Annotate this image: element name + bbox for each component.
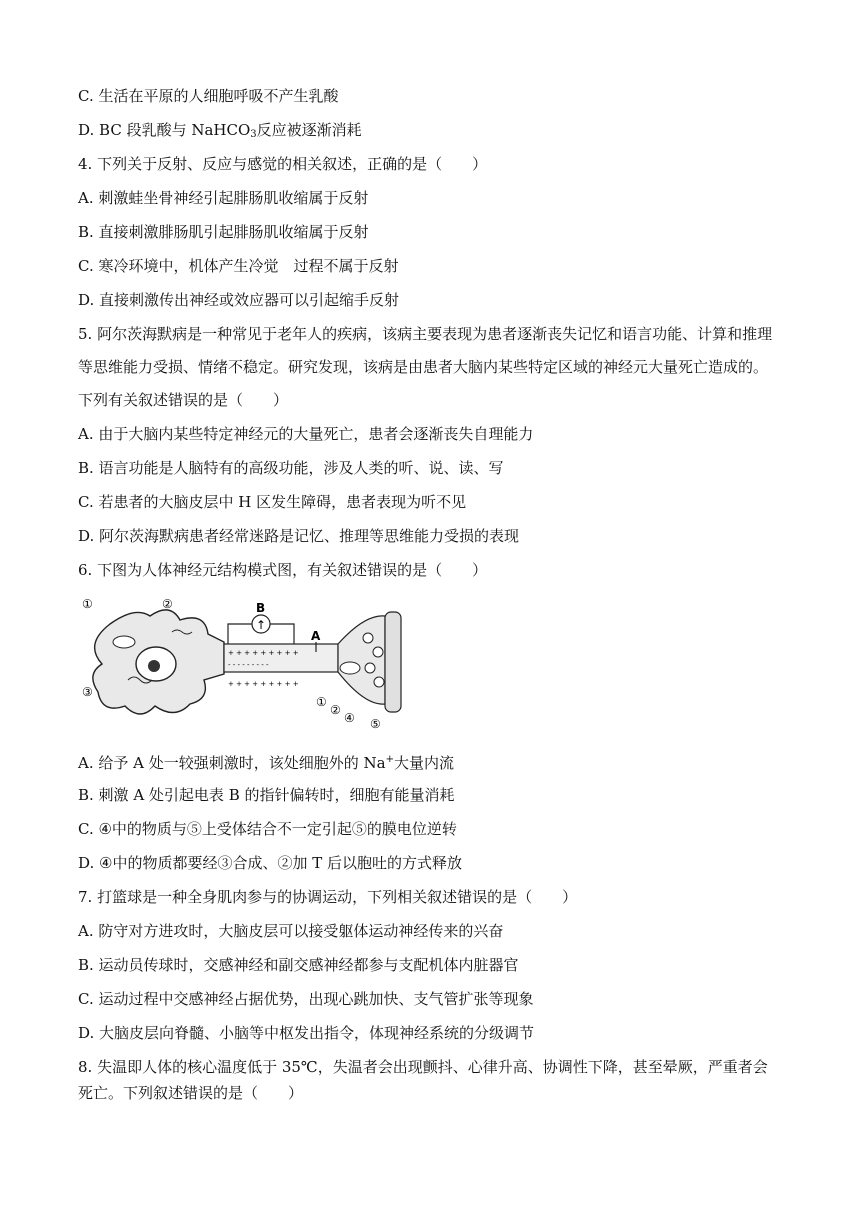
option-6a-text-a: A. 给予 A 处一较强刺激时，该处细胞外的 Na: [78, 754, 386, 772]
option-4d: D. 直接刺激传出神经或效应器可以引起缩手反射: [78, 291, 400, 309]
option-3d-text-b: 反应被逐渐消耗: [256, 121, 362, 139]
option-6a-text-b: 大量内流: [393, 754, 454, 772]
axon-plus-top: + + + + + + + + +: [228, 649, 299, 657]
label-5-terminal: ⑤: [370, 717, 381, 730]
axon-terminal: [338, 616, 385, 704]
option-4a: A. 刺激蛙坐骨神经引起腓肠肌收缩属于反射: [78, 189, 369, 207]
label-1-terminal: ①: [316, 695, 327, 709]
question-7: 7. 打篮球是一种全身肌肉参与的协调运动，下列相关叙述错误的是（ ）: [78, 888, 578, 906]
label-4-terminal: ④: [344, 711, 355, 725]
neuron-diagram: [80, 594, 406, 730]
label-2-body: ②: [162, 597, 173, 611]
option-6c: C. ④中的物质与⑤上受体结合不一定引起⑤的膜电位逆转: [78, 820, 457, 838]
option-7c: C. 运动过程中交感神经占据优势，出现心跳加快、支气管扩张等现象: [78, 990, 534, 1008]
mitochondrion-body: [113, 636, 135, 648]
label-3-body: ③: [82, 685, 93, 699]
vesicle: [365, 663, 375, 673]
question-8-line2: 死亡。下列叙述错误的是（ ）: [78, 1084, 304, 1102]
label-2-terminal: ②: [330, 703, 341, 717]
nucleolus: [148, 660, 160, 672]
label-1-body: ①: [82, 597, 93, 611]
axon-minus: - - - - - - - - -: [228, 661, 269, 669]
option-7b: B. 运动员传球时，交感神经和副交感神经都参与支配机体内脏器官: [78, 956, 519, 974]
meter-arrow: ↑: [256, 618, 267, 632]
option-6d: D. ④中的物质都要经③合成、②加 T 后以胞吐的方式释放: [78, 854, 463, 872]
postsynaptic-membrane: [385, 612, 401, 712]
question-4: 4. 下列关于反射、反应与感觉的相关叙述，正确的是（ ）: [78, 155, 488, 173]
option-4b: B. 直接刺激腓肠肌引起腓肠肌收缩属于反射: [78, 223, 369, 241]
option-5c: C. 若患者的大脑皮层中 H 区发生障碍，患者表现为听不见: [78, 493, 467, 511]
question-5-line1: 5. 阿尔茨海默病是一种常见于老年人的疾病，该病主要表现为患者逐渐丧失记忆和语言功能、计算和推理: [78, 325, 773, 343]
option-4c: C. 寒冷环境中，机体产生冷觉 过程不属于反射: [78, 257, 399, 275]
option-5a: A. 由于大脑内某些特定神经元的大量死亡，患者会逐渐丧失自理能力: [78, 425, 534, 443]
option-6b: B. 刺激 A 处引起电表 B 的指针偏转时，细胞有能量消耗: [78, 786, 455, 804]
option-3c: C. 生活在平原的人细胞呼吸不产生乳酸: [78, 87, 339, 105]
option-3d: [78, 120, 362, 145]
option-7d: D. 大脑皮层向脊髓、小脑等中枢发出指令，体现神经系统的分级调节: [78, 1024, 535, 1042]
superscript-plus: +: [385, 754, 394, 765]
question-8-line1: 8. 失温即人体的核心温度低于 35℃，失温者会出现颤抖、心律升高、协调性下降，甚至晕厥，严重者会: [78, 1058, 768, 1076]
question-5-line3: 下列有关叙述错误的是（ ）: [78, 391, 289, 409]
option-7a: A. 防守对方进攻时，大脑皮层可以接受躯体运动神经传来的兴奋: [78, 922, 504, 940]
vesicle: [363, 633, 373, 643]
option-3d-text-a: D. BC 段乳酸与 NaHCO: [78, 121, 251, 139]
axon-plus-bottom: + + + + + + + + +: [228, 680, 299, 688]
label-b: B: [256, 601, 266, 615]
option-6a: [78, 750, 454, 773]
vesicle: [373, 647, 383, 657]
mitochondrion-terminal: [340, 662, 360, 674]
subscript-3: 3: [250, 129, 257, 140]
label-a: A: [311, 629, 321, 643]
vesicle: [374, 677, 384, 687]
question-6: 6. 下图为人体神经元结构模式图，有关叙述错误的是（ ）: [78, 561, 488, 579]
option-5b: B. 语言功能是人脑特有的高级功能，涉及人类的听、说、读、写: [78, 459, 504, 477]
question-5-line2: 等思维能力受损、情绪不稳定。研究发现，该病是由患者大脑内某些特定区域的神经元大量死亡造成的。: [78, 358, 769, 376]
option-5d: D. 阿尔茨海默病患者经常迷路是记忆、推理等思维能力受损的表现: [78, 527, 520, 545]
